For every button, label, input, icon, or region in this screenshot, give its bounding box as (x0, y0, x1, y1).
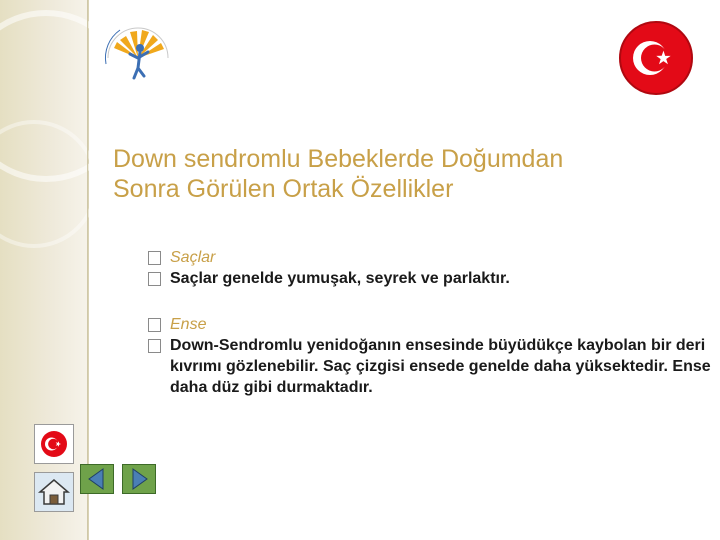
bullet-heading: Saçlar (170, 249, 216, 266)
bullet-list (148, 247, 713, 398)
list-item (148, 247, 713, 268)
bullet-box-icon (148, 251, 161, 265)
turkish-flag-icon (35, 425, 73, 463)
list-item (148, 314, 713, 335)
bullet-box-icon (148, 339, 161, 353)
home-button[interactable] (34, 472, 74, 512)
home-icon (35, 473, 73, 511)
title-line: Down sendromlu Bebeklerde Doğumdan (113, 145, 564, 173)
turkish-flag-icon (618, 20, 694, 96)
previous-button[interactable] (80, 464, 114, 494)
bullet-text: Down-Sendromlu yenidoğanın ensesinde büyüdükçe kaybolan bir deri kıvrımı gözlenebilir. Saç çizgisi ensede genelde daha yüksektedir. Ense daha düz gibi durmaktadır. (170, 337, 711, 396)
title-line: Sonra Görülen Ortak Özellikler (113, 175, 454, 203)
list-item (148, 268, 713, 289)
bullet-box-icon (148, 318, 161, 332)
sidebar-divider (87, 0, 88, 540)
bullet-heading: Ense (170, 316, 207, 333)
bullet-box-icon (148, 272, 161, 286)
list-item (148, 335, 713, 398)
flag-nav-button[interactable] (34, 424, 74, 464)
bullet-text: Saçlar genelde yumuşak, seyrek ve parlaktır. (170, 270, 510, 287)
association-logo-icon (90, 14, 186, 86)
next-button[interactable] (122, 464, 156, 494)
slide-title (113, 144, 703, 204)
